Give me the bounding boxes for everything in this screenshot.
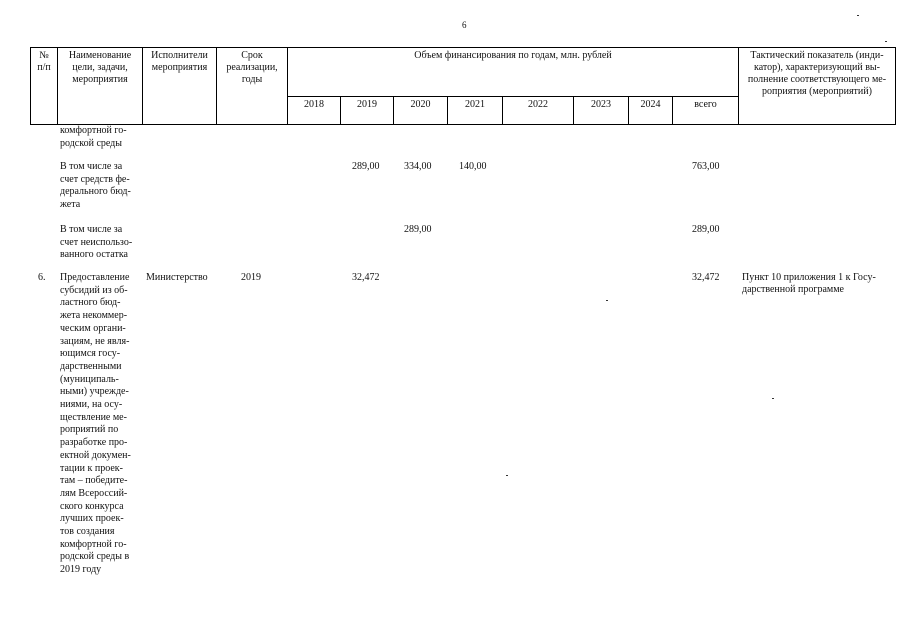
row-cont-name: комфортной го- родской среды — [60, 125, 127, 149]
scan-speck — [606, 300, 608, 301]
header-executors: Исполнители мероприятия — [151, 50, 208, 73]
year-2018: 2018 — [304, 99, 324, 110]
header-term: Срок реализации, годы — [226, 50, 278, 85]
row-federal-total: 763,00 — [692, 161, 720, 172]
row-federal-2019: 289,00 — [352, 161, 380, 172]
header-num: № п/п — [37, 50, 51, 73]
scan-speck — [857, 15, 859, 16]
scan-speck — [772, 398, 774, 399]
year-2021: 2021 — [465, 99, 485, 110]
scan-speck — [506, 475, 508, 476]
year-total: всего — [694, 99, 717, 110]
row-item6-term: 2019 — [241, 272, 261, 283]
row-remainder-name: В том числе за счет неиспользо- ванного остатка — [60, 224, 133, 261]
year-2023: 2023 — [591, 99, 611, 110]
row-item6-total: 32,472 — [692, 272, 720, 283]
scan-speck — [885, 41, 887, 42]
header-name: Наименование цели, задачи, мероприятия — [68, 50, 132, 85]
year-2022: 2022 — [528, 99, 548, 110]
row-federal-name: В том числе за счет средств фе- дерального бюд- жета — [60, 161, 131, 211]
header-indicator: Тактический показатель (инди- катор), характеризующий вы- полнение соответствующего ме- роприятия (мероприятий) — [747, 50, 887, 97]
header-financing: Объем финансирования по годам, млн. рублей — [414, 50, 612, 61]
page-number: 6 — [462, 20, 467, 30]
year-2019: 2019 — [357, 99, 377, 110]
row-remainder-2020: 289,00 — [404, 224, 432, 235]
year-2024: 2024 — [640, 99, 661, 110]
row-federal-2020: 334,00 — [404, 161, 432, 172]
row-item6-executor: Министерство — [146, 272, 208, 283]
year-2020: 2020 — [410, 99, 431, 110]
row-item6-2019: 32,472 — [352, 272, 380, 283]
row-item6-num: 6. — [38, 272, 46, 283]
row-federal-2021: 140,00 — [459, 161, 487, 172]
row-item6-name: Предоставление субсидий из об- ластного бюд- жета некоммер- ческим органи- зациям, не явля- ющимся госу- дарственными (муниципаль- ными) учрежде- ниями, на осу- ществление ме- роприятий по разработке про- ектной докумен- тации к проек- там – победите- лям Всероссий- ского конкурса лучших проек- тов создания комфортной го- родской среды в 2019 году — [60, 272, 131, 576]
row-remainder-total: 289,00 — [692, 224, 720, 235]
row-item6-indicator: Пункт 10 приложения 1 к Госу- дарственной программе — [742, 272, 876, 295]
